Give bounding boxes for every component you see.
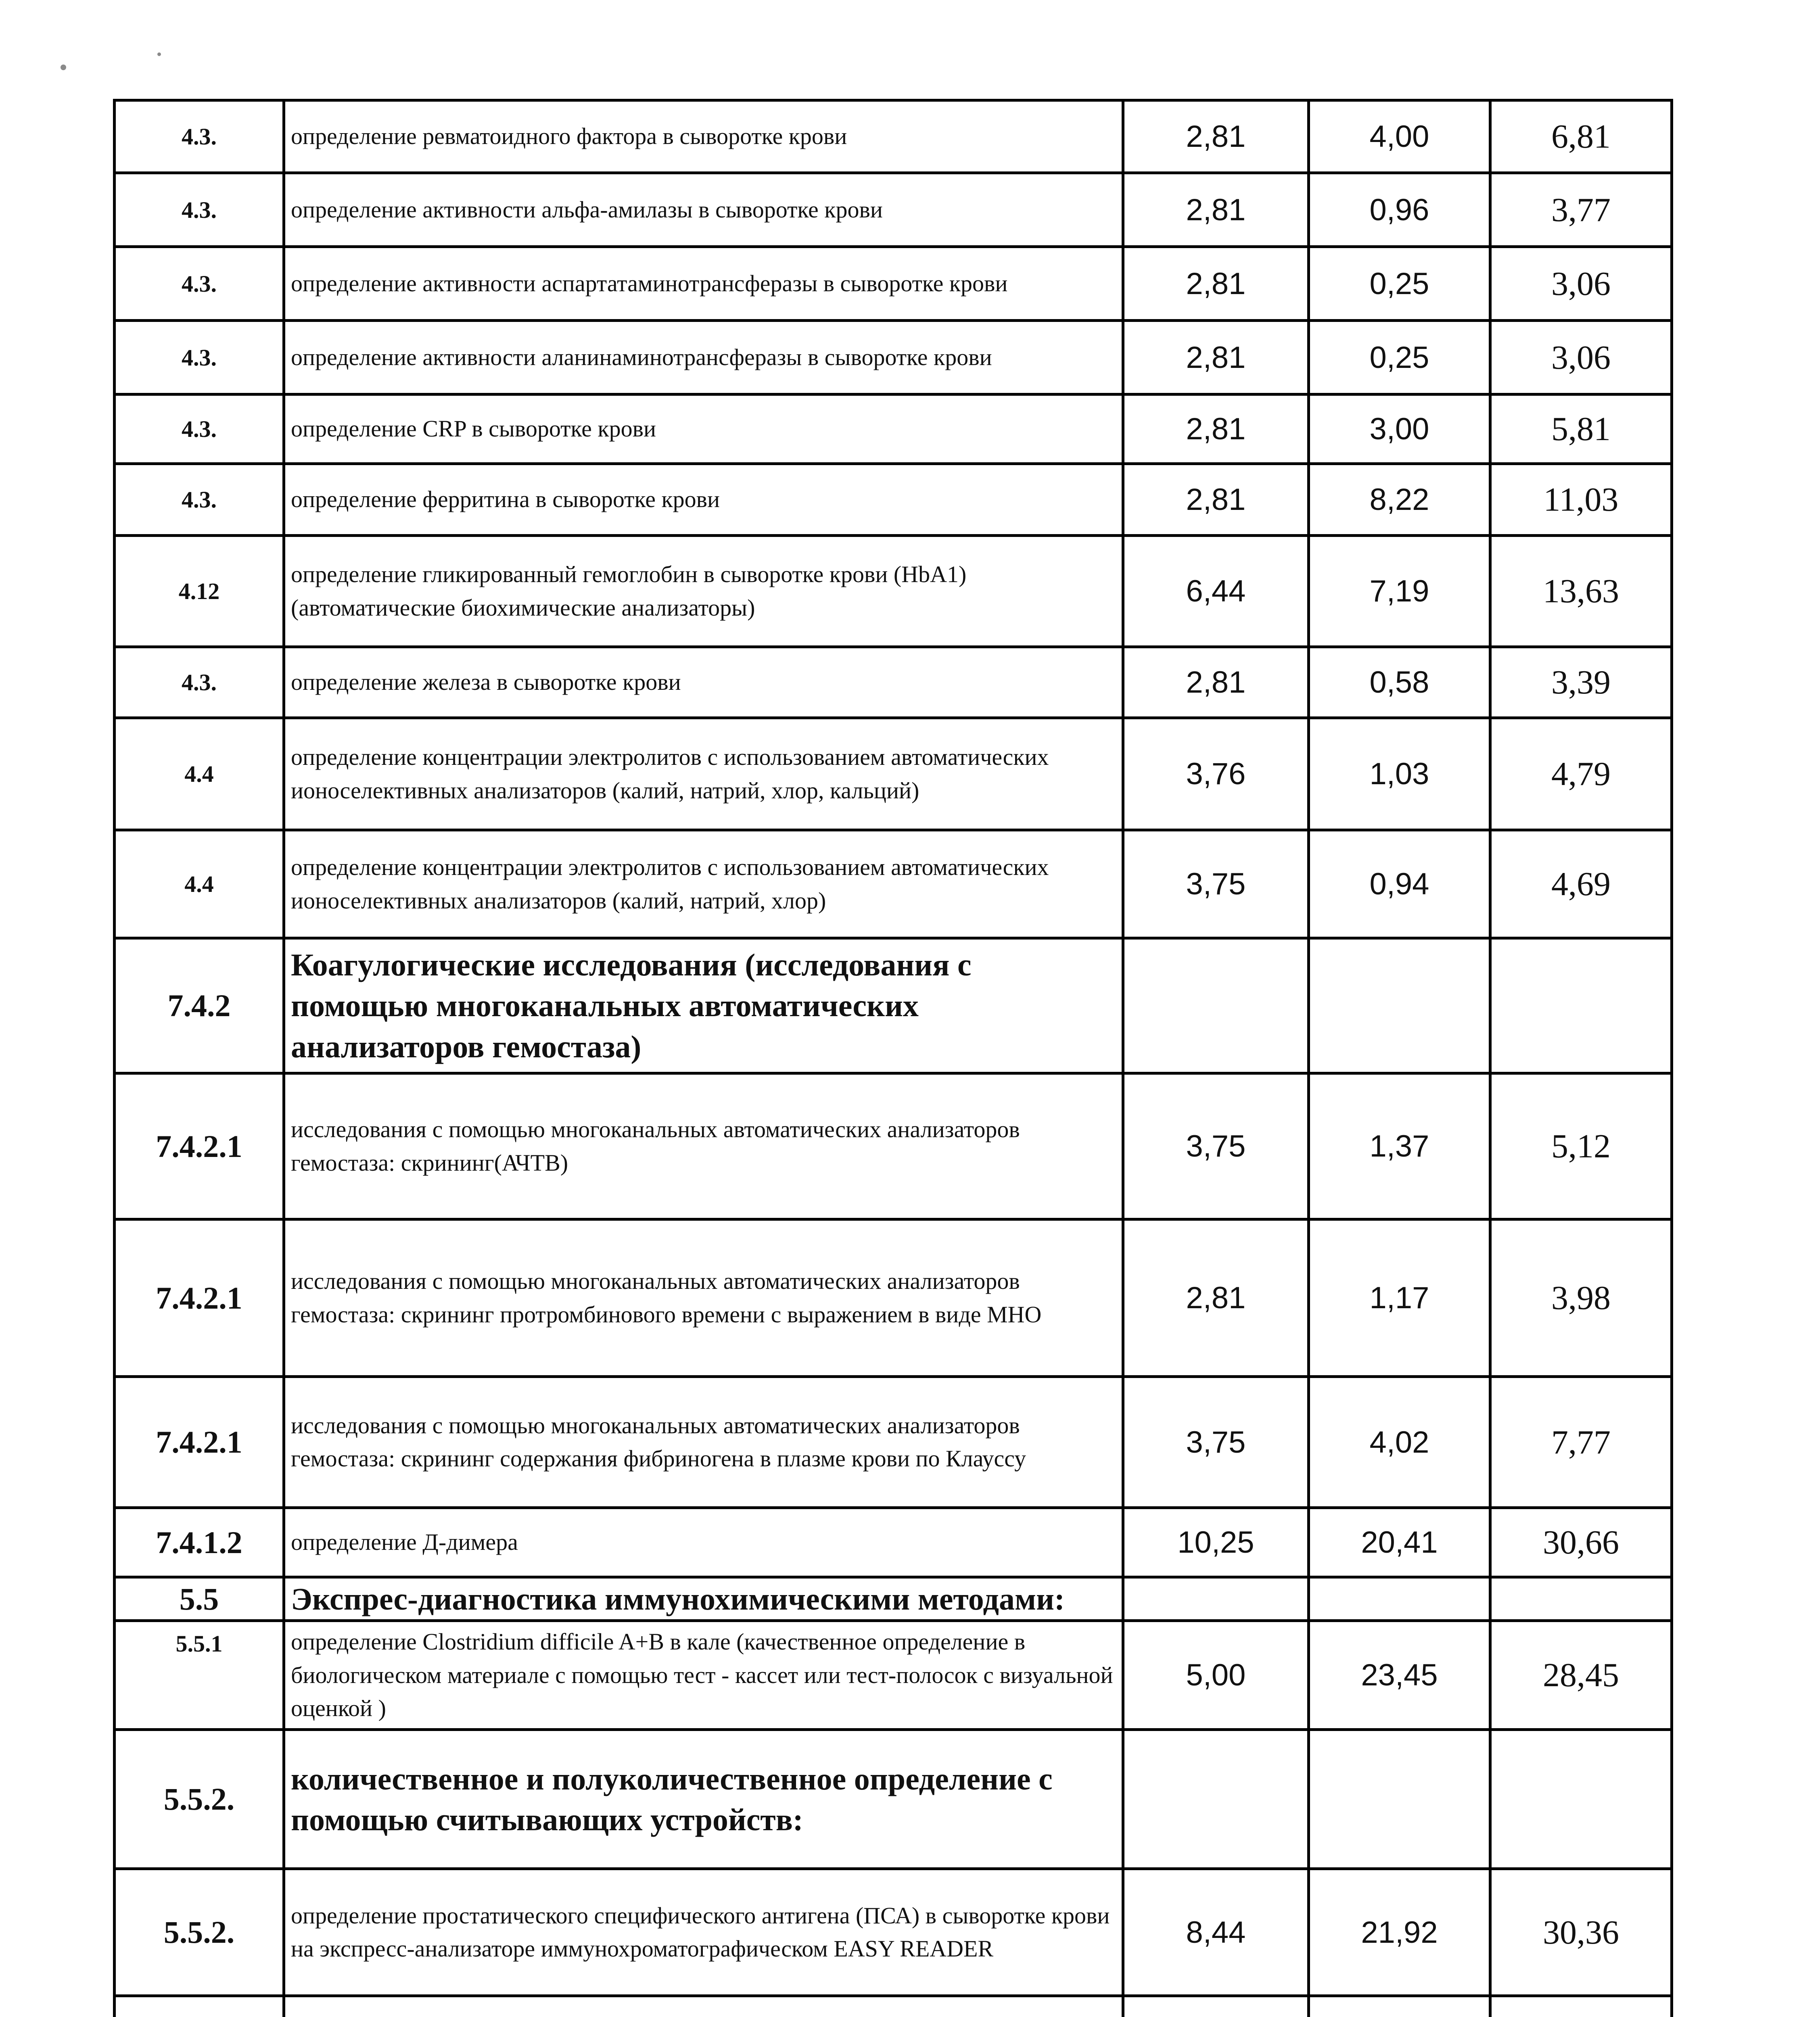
row-total: 3,77 [1490, 173, 1672, 247]
row-value-1 [1123, 1996, 1309, 2017]
row-description: определение железа в сыворотке крови [284, 647, 1123, 718]
row-total: 3,39 [1490, 647, 1672, 718]
row-value-1: 2,81 [1123, 464, 1309, 536]
row-value-2: 0,25 [1309, 321, 1490, 395]
row-description: определение простатического специфического антигена (ПСА) в сыворотке крови на экспресс-анализаторе иммунохроматографическом EASY READER [284, 1869, 1123, 1996]
row-description: Коагулогические исследования (исследования с помощью многоканальных автоматических анализаторов гемостаза) [284, 938, 1123, 1073]
row-description [284, 1996, 1123, 2017]
row-total [1490, 1730, 1672, 1869]
row-description: определение активности аспартатаминотрансферазы в сыворотке крови [284, 247, 1123, 321]
row-value-2: 23,45 [1309, 1621, 1490, 1730]
row-value-2: 4,00 [1309, 100, 1490, 173]
row-description: определение CRP в сыворотке крови [284, 395, 1123, 464]
row-value-2: 4,02 [1309, 1377, 1490, 1508]
row-total: 4,79 [1490, 718, 1672, 830]
row-value-2 [1309, 1730, 1490, 1869]
row-description: определение гликированный гемоглобин в сыворотке крови (HbA1)(автоматические биохимические анализаторы) [284, 536, 1123, 647]
row-value-1: 8,44 [1123, 1869, 1309, 1996]
table-row [115, 1869, 1672, 1996]
row-value-1: 2,81 [1123, 647, 1309, 718]
table-row [115, 1508, 1672, 1577]
row-code: 4.3. [115, 464, 284, 536]
row-value-1: 2,81 [1123, 395, 1309, 464]
row-code: 7.4.2.1 [115, 1377, 284, 1508]
row-value-2 [1309, 1577, 1490, 1621]
row-code: 4.3. [115, 395, 284, 464]
row-value-2: 0,25 [1309, 247, 1490, 321]
row-value-2: 0,94 [1309, 830, 1490, 938]
row-description: количественное и полуколичественное определение с помощью считывающих устройств: [284, 1730, 1123, 1869]
row-total: 30,36 [1490, 1869, 1672, 1996]
row-value-2: 3,00 [1309, 395, 1490, 464]
row-description: определение активности альфа-амилазы в сыворотке крови [284, 173, 1123, 247]
row-code: 4.3. [115, 173, 284, 247]
row-total [1490, 1996, 1672, 2017]
row-code: 4.4 [115, 830, 284, 938]
row-value-1: 5,00 [1123, 1621, 1309, 1730]
row-value-1: 3,75 [1123, 830, 1309, 938]
row-value-2: 20,41 [1309, 1508, 1490, 1577]
row-value-1: 2,81 [1123, 321, 1309, 395]
row-code: 7.4.2 [115, 938, 284, 1073]
row-total: 30,66 [1490, 1508, 1672, 1577]
section-header-row [115, 1577, 1672, 1621]
row-code: 4.12 [115, 536, 284, 647]
row-value-1: 2,81 [1123, 1219, 1309, 1377]
row-value-2: 1,03 [1309, 718, 1490, 830]
row-value-2: 1,37 [1309, 1073, 1490, 1219]
row-code: 4.3. [115, 247, 284, 321]
table-row [115, 718, 1672, 830]
section-header-row [115, 938, 1672, 1073]
row-description: определение Д-димера [284, 1508, 1123, 1577]
row-description: определение концентрации электролитов с использованием автоматических ионоселективных анализаторов (калий, натрий, хлор, кальций) [284, 718, 1123, 830]
row-total: 3,98 [1490, 1219, 1672, 1377]
table-row [115, 395, 1672, 464]
row-value-1 [1123, 938, 1309, 1073]
row-total [1490, 1577, 1672, 1621]
row-total: 3,06 [1490, 247, 1672, 321]
row-value-2: 0,58 [1309, 647, 1490, 718]
section-header-row [115, 1730, 1672, 1869]
row-description: определение концентрации электролитов с использованием автоматических ионоселективных анализаторов (калий, натрий, хлор) [284, 830, 1123, 938]
row-description: Экспрес-диагностика иммунохимическими методами: [284, 1577, 1123, 1621]
row-total: 6,81 [1490, 100, 1672, 173]
table-row [115, 1621, 1672, 1730]
row-value-1 [1123, 1730, 1309, 1869]
row-description: определение активности аланинаминотрансферазы в сыворотке крови [284, 321, 1123, 395]
row-total: 4,69 [1490, 830, 1672, 938]
table-row [115, 1996, 1672, 2017]
table-row [115, 1073, 1672, 1219]
scan-speck [61, 65, 66, 70]
row-description: исследования с помощью многоканальных автоматических анализаторов гемостаза: скрининг содержания фибриногена в плазме крови по Клауссу [284, 1377, 1123, 1508]
row-value-1: 10,25 [1123, 1508, 1309, 1577]
table-row [115, 830, 1672, 938]
table-row [115, 321, 1672, 395]
row-total: 11,03 [1490, 464, 1672, 536]
row-value-1: 2,81 [1123, 173, 1309, 247]
table-row [115, 100, 1672, 173]
scan-speck [157, 52, 161, 56]
row-value-1: 6,44 [1123, 536, 1309, 647]
row-total [1490, 938, 1672, 1073]
table-row [115, 1377, 1672, 1508]
row-code: 4.4 [115, 718, 284, 830]
row-code: 4.3. [115, 100, 284, 173]
row-total: 5,81 [1490, 395, 1672, 464]
row-value-2: 21,92 [1309, 1869, 1490, 1996]
table-row [115, 247, 1672, 321]
row-value-1 [1123, 1577, 1309, 1621]
row-value-2 [1309, 1996, 1490, 2017]
row-description: исследования с помощью многоканальных автоматических анализаторов гемостаза: скрининг(АЧТВ) [284, 1073, 1123, 1219]
row-code: 5.5.2. [115, 1730, 284, 1869]
row-value-2 [1309, 938, 1490, 1073]
row-value-1: 3,75 [1123, 1377, 1309, 1508]
row-code: 4.3. [115, 321, 284, 395]
table-row [115, 647, 1672, 718]
row-value-1: 3,75 [1123, 1073, 1309, 1219]
row-code: 7.4.1.2 [115, 1508, 284, 1577]
table-row [115, 536, 1672, 647]
row-description: исследования с помощью многоканальных автоматических анализаторов гемостаза: скрининг протромбинового времени с выражением в виде МНО [284, 1219, 1123, 1377]
row-total: 3,06 [1490, 321, 1672, 395]
row-value-2: 8,22 [1309, 464, 1490, 536]
row-code: 5.5.2. [115, 1869, 284, 1996]
row-description: определение ревматоидного фактора в сыворотке крови [284, 100, 1123, 173]
row-code [115, 1996, 284, 2017]
row-value-1: 2,81 [1123, 247, 1309, 321]
table-row [115, 173, 1672, 247]
row-value-2: 7,19 [1309, 536, 1490, 647]
row-description: определение ферритина в сыворотке крови [284, 464, 1123, 536]
price-table [113, 99, 1673, 2017]
row-total: 7,77 [1490, 1377, 1672, 1508]
row-code: 4.3. [115, 647, 284, 718]
row-description: определение Clostridium difficile A+B в кале (качественное определение в биологическом материале с помощью тест - кассет или тест-полосок с визуальной оценкой ) [284, 1621, 1123, 1730]
row-value-2: 1,17 [1309, 1219, 1490, 1377]
row-total: 5,12 [1490, 1073, 1672, 1219]
row-value-1: 2,81 [1123, 100, 1309, 173]
row-code: 7.4.2.1 [115, 1073, 284, 1219]
row-code: 5.5.1 [115, 1621, 284, 1730]
table-row [115, 1219, 1672, 1377]
row-value-2: 0,96 [1309, 173, 1490, 247]
row-value-1: 3,76 [1123, 718, 1309, 830]
table-row [115, 464, 1672, 536]
row-code: 5.5 [115, 1577, 284, 1621]
row-total: 13,63 [1490, 536, 1672, 647]
row-code: 7.4.2.1 [115, 1219, 284, 1377]
row-total: 28,45 [1490, 1621, 1672, 1730]
